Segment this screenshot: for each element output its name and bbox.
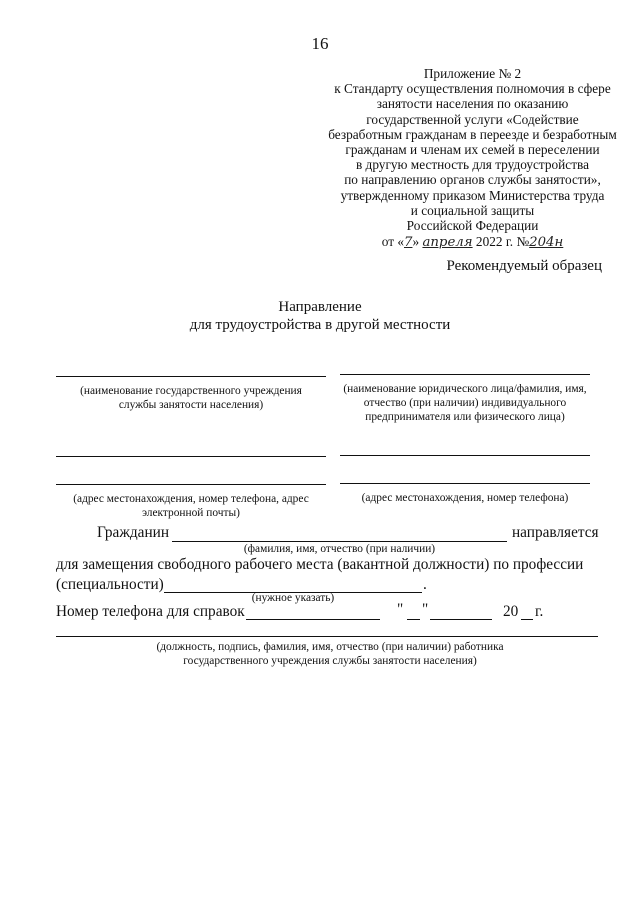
document-title [0,298,640,334]
date-quote-open: " [397,601,404,618]
date-month-field[interactable] [430,619,492,620]
handwritten-month: апреля [422,235,473,251]
appendix-line: гражданам и членам их семей в переселении [345,142,600,158]
signature-caption: (должность, подпись, фамилия, имя, отчество (при наличии) работника государственного учреждения службы занятости населения) [156,641,504,667]
date-prefix: от « [381,234,404,250]
appendix-line: утвержденному приказом Министерства труда [340,187,605,203]
appendix-line: занятости населения по оказанию [376,96,569,112]
date-quote-close: » [412,234,420,250]
title-line-2: для трудоустройства в другой местности [189,317,451,333]
employer-line[interactable] [340,374,590,375]
year-prefix: 20 [503,603,519,620]
appendix-line: Приложение № 2 [423,66,522,81]
appendix-line: по направлению органов службы занятости», [344,172,601,188]
gov-institution-caption: (наименование государственного учреждения службы занятости населения) [80,385,302,411]
appendix-line: к Стандарту осуществления полномочия в сфере [334,81,611,97]
employer-address-line-1[interactable] [340,455,590,456]
year-suffix: г. [535,603,544,620]
vacancy-text: для замещения свободного рабочего места (вакантной должности) по профессии [56,556,584,573]
employer-address-line-2[interactable] [340,483,590,484]
citizen-name-caption: (фамилия, имя, отчество (при наличии) [243,543,436,555]
recommended-sample-label: Рекомендуемый образец [446,258,602,274]
handwritten-order-number: 204н [529,235,564,251]
handwritten-day: 7 [403,235,413,251]
appendix-header [300,66,640,250]
appendix-line: Российской Федерации [406,218,539,234]
order-date-line [300,234,640,250]
title-line-1: Направление [278,299,362,315]
date-quote-close: " [422,601,429,618]
appendix-line: государственной услуги «Содействие [366,111,579,127]
gov-address-line-1[interactable] [56,456,326,457]
phone-label: Номер телефона для справок [56,603,245,620]
signature-line[interactable] [56,636,598,637]
employer-caption: (наименование юридического лица/фамилия, имя, отчество (при наличии) индивидуального предпринимателя или физического лица) [343,383,587,423]
date-year: 2022 г. № [475,234,530,250]
specify-caption: (нужное указать) [251,592,335,604]
gov-address-line-2[interactable] [56,484,326,485]
employer-address-caption: (адрес местонахождения, номер телефона) [361,492,569,504]
appendix-line: в другую местность для трудоустройства [355,157,590,173]
date-day-field[interactable] [407,619,420,620]
page-number: 16 [311,34,329,53]
appendix-line: безработным гражданам в переезде и безработным [328,126,617,142]
specialty-end: . [423,576,427,593]
directed-label: направляется [512,524,599,541]
specialty-label: (специальности) [56,576,164,593]
phone-field[interactable] [246,619,380,620]
citizen-label: Гражданин [97,524,170,541]
appendix-line: и социальной защиты [410,202,535,218]
date-year-field[interactable] [521,619,533,620]
gov-address-caption: (адрес местонахождения, номер телефона, адрес электронной почты) [73,493,309,519]
gov-institution-line[interactable] [56,376,326,377]
citizen-name-field[interactable] [172,541,507,542]
